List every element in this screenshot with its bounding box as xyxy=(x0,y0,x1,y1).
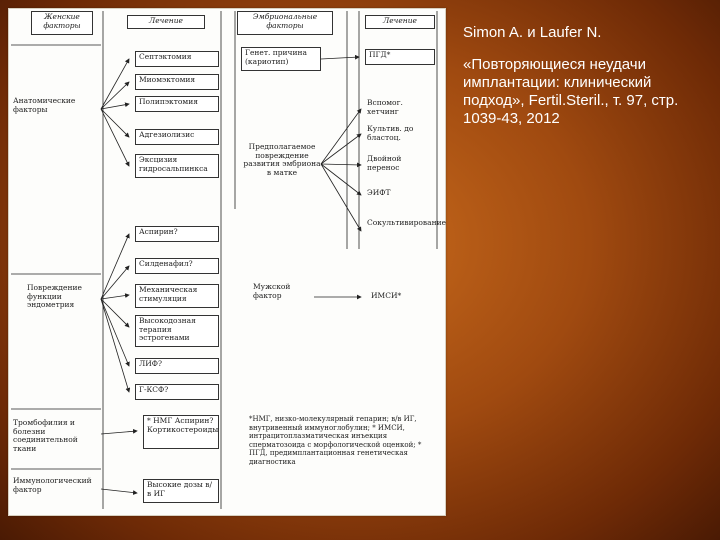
embryo-genetic-cause: Генет. причина (кариотип) xyxy=(241,47,321,71)
header-embryo-factors: Эмбриональные факторы xyxy=(237,11,333,35)
treatment-high-dose-ivig: Высокие дозы в/в ИГ xyxy=(143,479,219,503)
treatment-polypectomy: Полипэктомия xyxy=(135,96,219,112)
embryo-presumed-damage: Предполагаемое повреждение развития эмбриона в матке xyxy=(243,142,321,177)
citation-authors: Simon A. и Laufer N. xyxy=(463,24,602,41)
treatment-eift: ЭИФТ xyxy=(367,188,391,197)
citation-block xyxy=(463,24,703,142)
treatment-estrogen-therapy: Высокодозная терапия эстрогенами xyxy=(135,315,219,347)
treatment-lmwh-aspirin-steroids: * НМГ Аспирин? Кортикостероиды xyxy=(143,415,219,449)
treatment-myomectomy: Миомэктомия xyxy=(135,74,219,90)
header-treatment-right: Лечение xyxy=(365,15,435,29)
treatment-imsi: ИМСИ* xyxy=(371,291,402,300)
treatment-lif: ЛИФ? xyxy=(135,358,219,374)
treatment-septectomy: Септэктомия xyxy=(135,51,219,67)
flowchart-diagram xyxy=(8,8,446,516)
citation-title: «Повторяющиеся неудачи имплантации: клинический подход», Fertil.Steril., т. 97, стр. 1039-43, 2012 xyxy=(463,56,679,127)
group-anatomical: Анатомические факторы xyxy=(13,96,76,114)
treatment-assisted-hatching: Вспомог. хетчинг xyxy=(367,98,403,116)
group-endometrium: Повреждение функции эндометрия xyxy=(27,283,82,309)
group-immunological: Иммунологический фактор xyxy=(13,476,92,494)
treatment-adhesiolysis: Адгезиолизис xyxy=(135,129,219,145)
header-female-factors: Женские факторы xyxy=(31,11,93,35)
treatment-g-csf: Г-КСФ? xyxy=(135,384,219,400)
group-thrombophilia: Тромбофилия и болезни соединительной ткани xyxy=(13,418,78,453)
header-treatment-left: Лечение xyxy=(127,15,205,29)
treatment-blastocyst-culture: Культив. до бластоц. xyxy=(367,124,414,142)
treatment-coculture: Сокультивирование xyxy=(367,218,447,227)
treatment-pgd: ПГД* xyxy=(365,49,435,65)
treatment-hydrosalpinx-excision: Эксцизия гидросальпинкса xyxy=(135,154,219,178)
embryo-male-factor: Мужской фактор xyxy=(253,282,291,300)
treatment-mechanical-stimulation: Механическая стимуляция xyxy=(135,284,219,308)
treatment-sildenafil: Силденафил? xyxy=(135,258,219,274)
treatment-double-transfer: Двойной перенос xyxy=(367,154,402,172)
diagram-footnote: *НМГ, низко-молекулярный гепарин; в/в ИГ, внутривенный иммуноглобулин; * ИМСИ, интрацитоплазматическая инъекция сперматозоида с морфологической оценкой; * ПГД, предимплантационная генетическая диагностика xyxy=(249,415,422,466)
treatment-aspirin: Аспирин? xyxy=(135,226,219,242)
